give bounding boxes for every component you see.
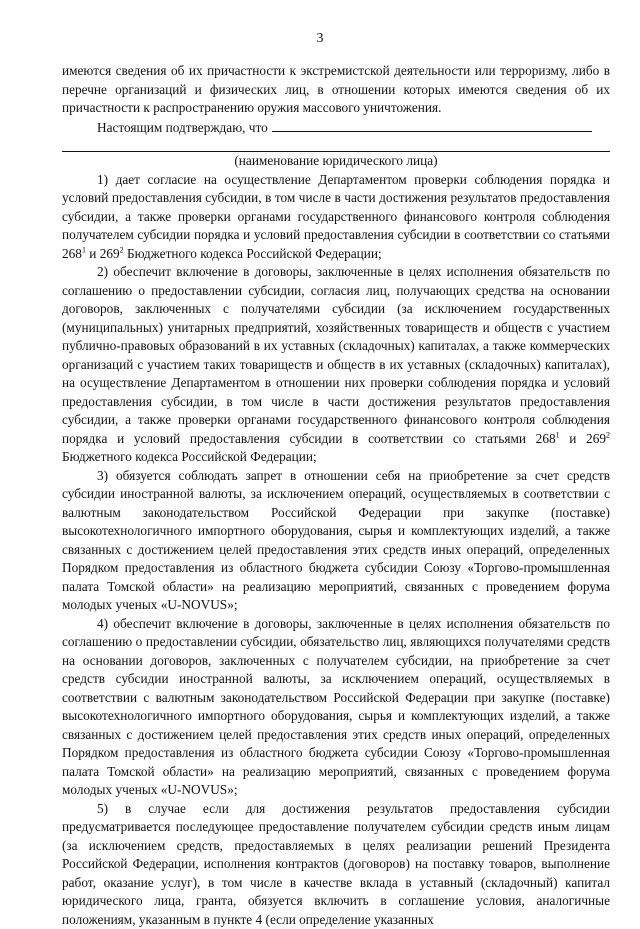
item-1-sup-1: 1: [82, 245, 86, 254]
intro-paragraph: имеются сведения об их причастности к экстремистской деятельности или терроризму, либо в перечне организаций и физических лиц, в отношении которых имеются сведения об их причастности к распространению оружия массового уничтожения.: [62, 62, 610, 118]
item-1-paragraph: [62, 171, 610, 264]
item-1-text-a: 1) дает согласие на осуществление Департаментом проверки соблюдения порядка и условий предоставления субсидии, в том числе в части достижения результатов предоставления субсидии, а также проверки органами государственного финансового контроля соблюдения получателем субсидии порядка и условий предоставления субсидии в соответствии со статьями 268: [62, 172, 610, 261]
legal-entity-fill-line: [272, 118, 592, 132]
item-1-text-c: Бюджетного кодекса Российской Федерации;: [124, 246, 382, 261]
item-2-sup-1: 1: [556, 430, 560, 439]
item-4-paragraph: 4) обеспечит включение в договоры, заключенные в целях исполнения обязательств по соглашению о предоставлении субсидии, обязательство лиц, являющихся получателями средств на основании договоров, заключенных с получателем субсидии, на приобретение за счет средств субсидии иностранной валюты, за исключением операций, осуществляемых в соответствии с валютным законодательством Российской Федерации при закупке (поставке) высокотехнологичного импортного оборудования, сырья и комплектующих изделий, а также связанных с достижением целей предоставления этих средств иных операций, определенных Порядком предоставления из областного бюджета субсидии Союзу «Торгово-промышленная палата Томской области» на реализацию мероприятий, связанных с проведением форума молодых ученых «U-NOVUS»;: [62, 615, 610, 800]
item-2-paragraph: [62, 263, 610, 467]
confirm-label: Настоящим подтверждаю, что: [97, 120, 268, 135]
legal-entity-fill-line-full: [62, 137, 610, 152]
item-2-text-b: и 269: [560, 431, 606, 446]
page-number: 3: [0, 30, 640, 48]
confirm-line: [62, 118, 610, 138]
item-2-text-c: Бюджетного кодекса Российской Федерации;: [62, 449, 317, 464]
item-5-paragraph: 5) в случае если для достижения результатов предоставления субсидии предусматривается последующее предоставление получателем субсидии средств иным лицам (за исключением средств, предоставляемых в целях реализации решений Президента Российской Федерации, исполнения контрактов (договоров) на поставку товаров, выполнение работ, оказание услуг), в том числе в качестве вклада в уставный (складочный) капитал юридического лица, гранта, обязуется включить в соглашение условия, аналогичные положениям, указанным в пункте 4 (если определение указанных: [62, 800, 610, 929]
item-1-text-b: и 269: [86, 246, 120, 261]
item-1-sup-2: 2: [120, 245, 124, 254]
legal-entity-caption: (наименование юридического лица): [62, 152, 610, 171]
item-2-sup-2: 2: [606, 430, 610, 439]
item-2-text-a: 2) обеспечит включение в договоры, заключенные в целях исполнения обязательств по соглашению о предоставлении субсидии, согласия лиц, получающих средства на основании договоров, заключенных с получателями субсидии (за исключением государственных (муниципальных) унитарных предприятий, хозяйственных товариществ и обществ с участием публично-правовых образований в их уставных (складочных) капиталах, а также коммерческих организаций с участием таких товариществ и обществ в их уставных (складочных) капиталах), на осуществление Департаментом в отношении них проверки соблюдения порядка и условий предоставления субсидии, в том числе в части достижения результатов предоставления субсидии, а также проверки органами государственного финансового контроля соблюдения порядка и условий предоставления субсидии в соответствии со статьями 268: [62, 264, 610, 446]
document-body: [62, 62, 610, 929]
item-3-paragraph: 3) обязуется соблюдать запрет в отношении себя на приобретение за счет средств субсидии иностранной валюты, за исключением операций, осуществляемых в соответствии с валютным законодательством Российской Федерации при закупке (поставке) высокотехнологичного импортного оборудования, сырья и комплектующих изделий, а также связанных с достижением целей предоставления этих средств иных операций, определенных Порядком предоставления из областного бюджета субсидии Союзу «Торгово-промышленная палата Томской области» на реализацию мероприятий, связанных с проведением форума молодых ученых «U-NOVUS»;: [62, 467, 610, 615]
